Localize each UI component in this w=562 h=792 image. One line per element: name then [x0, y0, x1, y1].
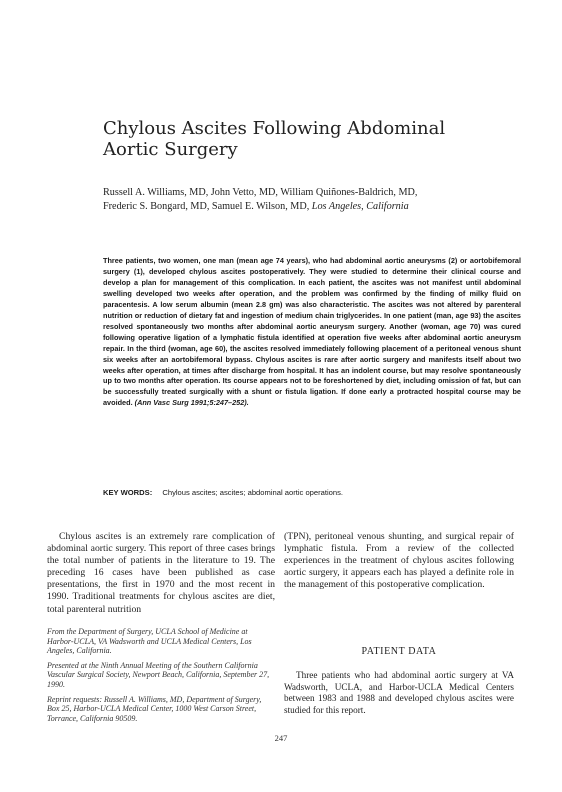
section-paragraph: Three patients who had abdominal aortic surgery at VA Wadsworth, UCLA, and Harbor-UCLA Medical Centers between 1983 and 1988 and developed chylous ascites were studied for this report. [284, 670, 514, 715]
abstract-citation: (Ann Vasc Surg 1991;5:247–252). [134, 398, 249, 408]
author-block [103, 186, 523, 213]
keywords [103, 487, 521, 498]
body-column-right [284, 531, 514, 591]
abstract [103, 256, 521, 409]
authors-line-2 [103, 200, 523, 214]
authors-line-2-names: Frederic S. Bongard, MD, Samuel E. Wilson, MD, [103, 200, 310, 212]
abstract-text: Three patients, two women, one man (mean age 74 years), who had abdominal aortic aneurysms (2) or aortobifemoral surgery (1), developed chylous ascites postoperatively. They were studied to determine their clinical course and develop a plan for management of this complication. In each patient, the ascites was not manifest until abdominal swelling developed two weeks after operation, and the problem was confirmed by the finding of milky fluid on paracentesis. A low serum albumin (mean 2.8 gm) was also characteristic. The ascites was not altered by parenteral nutrition or reduction of dietary fat and ingestion of medium chain triglycerides. In one patient (man, age 93) the ascites resolved spontaneously two months after abdominal aortic aneurysm surgery. Another (woman, age 70) was cured following operative ligation of a lymphatic fistula identified at operation five weeks after abdominal aortic aneurysm repair. In the third (woman, age 60), the ascites resolved immediately following placement of a peritoneal venous shunt six weeks after an aortobifemoral bypass. Chylous ascites is rare after aortic surgery and manifests itself about two weeks after operation, at times after discharge from hospital. It has an indolent course, but may resolve spontaneously up to two months after operation. Its course appears not to be foreshortened by diet, including omission of fat, but can be successfully treated surgically with a shunt or fistula ligation. If done early a protracted hospital course may be avoided. [103, 256, 521, 408]
author-location: Los Angeles, California [311, 200, 409, 212]
footnotes [47, 627, 275, 728]
body-column-left [47, 531, 275, 616]
footnote-presented: Presented at the Ninth Annual Meeting of the Southern California Vascular Surgical Society, Newport Beach, California, September 27, 1990. [47, 660, 270, 689]
keywords-label: KEY WORDS: [103, 488, 153, 497]
intro-paragraph-continued: (TPN), peritoneal venous shunting, and surgical repair of lymphatic fistula. From a review of the collected experiences in the treatment of chylous ascites following aortic surgery, it appears each has played a definite role in the management of this postoperative complication. [284, 531, 514, 591]
footnote-reprints: Reprint requests: Russell A. Williams, MD, Department of Surgery, Box 25, Harbor-UCLA Medical Center, 1000 West Carson Street, Torrance, California 90509. [47, 694, 262, 723]
page-number: 247 [274, 733, 288, 743]
article-title: Chylous Ascites Following Abdominal Aortic Surgery [103, 118, 446, 160]
footnote-affiliation: From the Department of Surgery, UCLA School of Medicine at Harbor-UCLA, VA Wadsworth and UCLA Medical Centers, Los Angeles, California. [47, 627, 252, 656]
section-heading: PATIENT DATA [361, 646, 437, 657]
authors-line-1: Russell A. Williams, MD, John Vetto, MD, William Quiñones-Baldrich, MD, [103, 187, 418, 198]
keywords-text: Chylous ascites; ascites; abdominal aortic operations. [162, 488, 344, 497]
intro-paragraph: Chylous ascites is an extremely rare complication of abdominal aortic surgery. This report of three cases brings the total number of patients in the literature to 19. The preceding 16 cases have been published as case presentations, the first in 1970 and the most recent in 1990. Traditional treatments for chylous ascites are diet, total parenteral nutrition [47, 531, 275, 615]
